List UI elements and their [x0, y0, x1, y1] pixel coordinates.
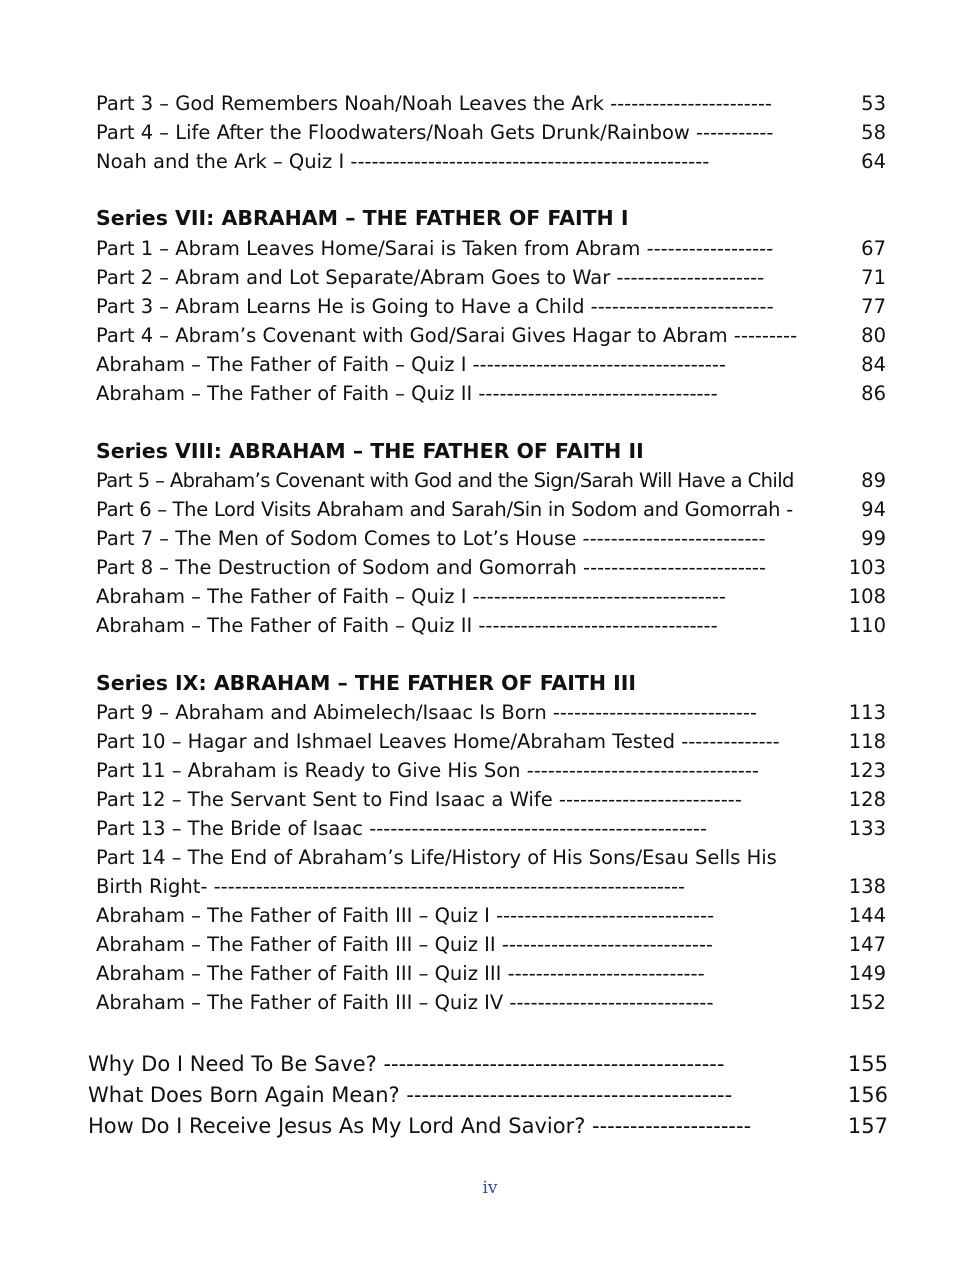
- toc-entry-page: 108: [848, 585, 886, 608]
- toc-entry-page: 147: [848, 933, 886, 956]
- toc-entry-page: 152: [848, 991, 886, 1014]
- toc-entry-page: 86: [861, 382, 886, 405]
- toc-entry: [96, 118, 886, 147]
- toc-entry: [96, 959, 886, 988]
- toc-entry: [96, 988, 886, 1017]
- toc-entry-page: 67: [861, 237, 886, 260]
- toc-entry: [96, 872, 886, 901]
- toc-entry: [88, 1049, 888, 1080]
- toc-entry-page: 144: [848, 904, 886, 927]
- toc-entry-title: Part 12 – The Servant Sent to Find Isaac a Wife --------------------------: [96, 788, 742, 811]
- toc-entry-page: 103: [848, 556, 886, 579]
- toc-entry-page: 118: [848, 730, 886, 753]
- toc-entry: [96, 727, 886, 756]
- toc-entry-title: Part 6 – The Lord Visits Abraham and Sarah/Sin in Sodom and Gomorrah -: [96, 498, 793, 521]
- toc-entry: [96, 901, 886, 930]
- toc-entry-page: 123: [848, 759, 886, 782]
- toc-entry-page: 77: [861, 295, 886, 318]
- toc-entry-title: Part 5 – Abraham’s Covenant with God and the Sign/Sarah Will Have a Child: [96, 469, 794, 492]
- toc-entry: [96, 843, 886, 872]
- toc-entry-title: Abraham – The Father of Faith III – Quiz I -------------------------------: [96, 904, 715, 927]
- toc-entry-page: 133: [848, 817, 886, 840]
- toc-entry: [96, 292, 886, 321]
- toc-entry: [96, 698, 886, 727]
- toc-entry-page: 110: [848, 614, 886, 637]
- toc-entry: [96, 930, 886, 959]
- toc-entry-title: Why Do I Need To Be Save? ---------------------------------------------: [88, 1052, 725, 1076]
- toc-entry: [96, 234, 886, 263]
- series-heading: Series VII: ABRAHAM – THE FATHER OF FAITH I: [96, 206, 629, 230]
- toc-entry-title: Abraham – The Father of Faith – Quiz I ------------------------------------: [96, 353, 726, 376]
- toc-entry-title: Part 11 – Abraham is Ready to Give His Son ---------------------------------: [96, 759, 759, 782]
- toc-entry-title: How Do I Receive Jesus As My Lord And Savior? ---------------------: [88, 1114, 752, 1138]
- toc-entry-title: Noah and the Ark – Quiz I ---------------------------------------------------: [96, 150, 710, 173]
- toc-entry: [96, 321, 886, 350]
- toc-entry: [88, 1080, 888, 1111]
- toc-entry: [96, 611, 886, 640]
- toc-entry: [96, 785, 886, 814]
- toc-entry-title: Part 3 – Abram Learns He is Going to Have a Child --------------------------: [96, 295, 774, 318]
- toc-entry: [96, 147, 886, 176]
- toc-entry: [96, 553, 886, 582]
- toc-entry-page: 84: [861, 353, 886, 376]
- toc-entry-page: 64: [861, 150, 886, 173]
- toc-entry: [96, 89, 886, 118]
- toc-entry-page: 80: [861, 324, 886, 347]
- toc-entry-title: Part 4 – Abram’s Covenant with God/Sarai Gives Hagar to Abram ---------: [96, 324, 798, 347]
- toc-entry-title: Birth Right- -------------------------------------------------------------------: [96, 875, 686, 898]
- toc-entry-title: Abraham – The Father of Faith III – Quiz IV -----------------------------: [96, 991, 714, 1014]
- toc-entry-title: Part 2 – Abram and Lot Separate/Abram Goes to War ---------------------: [96, 266, 765, 289]
- toc-entry-page: 71: [861, 266, 886, 289]
- toc-entry: [96, 466, 886, 495]
- toc-entry-title: Part 8 – The Destruction of Sodom and Gomorrah --------------------------: [96, 556, 766, 579]
- toc-entry-page: 156: [847, 1083, 888, 1107]
- toc-entry-page: 138: [848, 875, 886, 898]
- toc-entry-title: Part 7 – The Men of Sodom Comes to Lot’s House --------------------------: [96, 527, 766, 550]
- toc-entry: [96, 524, 886, 553]
- toc-entry: [96, 350, 886, 379]
- toc-entry-page: 89: [861, 469, 886, 492]
- toc-entry-title: Part 13 – The Bride of Isaac ------------------------------------------------: [96, 817, 707, 840]
- toc-entry: [96, 756, 886, 785]
- toc-entry: [88, 1111, 888, 1142]
- toc-entry-title: Abraham – The Father of Faith – Quiz II ----------------------------------: [96, 382, 718, 405]
- toc-entry-page: 53: [861, 92, 886, 115]
- series-heading: Series VIII: ABRAHAM – THE FATHER OF FAITH II: [96, 439, 644, 463]
- toc-entry-page: 58: [861, 121, 886, 144]
- toc-entry-page: 149: [848, 962, 886, 985]
- toc-entry-page: 157: [847, 1114, 888, 1138]
- toc-entry-title: Abraham – The Father of Faith III – Quiz III ----------------------------: [96, 962, 705, 985]
- toc-entry-title: Part 9 – Abraham and Abimelech/Isaac Is Born -----------------------------: [96, 701, 757, 724]
- toc-entry-title: Part 3 – God Remembers Noah/Noah Leaves the Ark -----------------------: [96, 92, 772, 115]
- toc-entry-page: 99: [861, 527, 886, 550]
- toc-entry-page: 94: [861, 498, 886, 521]
- toc-entry: [96, 582, 886, 611]
- toc-entry-page: 128: [848, 788, 886, 811]
- toc-entry-title: Part 4 – Life After the Floodwaters/Noah Gets Drunk/Rainbow -----------: [96, 121, 774, 144]
- toc-entry-title: Abraham – The Father of Faith III – Quiz II ------------------------------: [96, 933, 713, 956]
- toc-entry-title: Part 10 – Hagar and Ishmael Leaves Home/Abraham Tested --------------: [96, 730, 780, 753]
- toc-entry: [96, 495, 886, 524]
- series-heading: Series IX: ABRAHAM – THE FATHER OF FAITH III: [96, 671, 637, 695]
- toc-entry-page: 155: [847, 1052, 888, 1076]
- toc-entry-page: 113: [848, 701, 886, 724]
- toc-entry: [96, 379, 886, 408]
- toc-entry-title: Abraham – The Father of Faith – Quiz II ----------------------------------: [96, 614, 718, 637]
- toc-entry: [96, 263, 886, 292]
- page-number: iv: [482, 1178, 498, 1198]
- toc-entry-title: Part 14 – The End of Abraham’s Life/History of His Sons/Esau Sells His: [96, 846, 777, 869]
- toc-entry-title: Abraham – The Father of Faith – Quiz I ------------------------------------: [96, 585, 726, 608]
- toc-entry-title: What Does Born Again Mean? -------------------------------------------: [88, 1083, 733, 1107]
- toc-entry: [96, 814, 886, 843]
- toc-entry-title: Part 1 – Abram Leaves Home/Sarai is Taken from Abram ------------------: [96, 237, 774, 260]
